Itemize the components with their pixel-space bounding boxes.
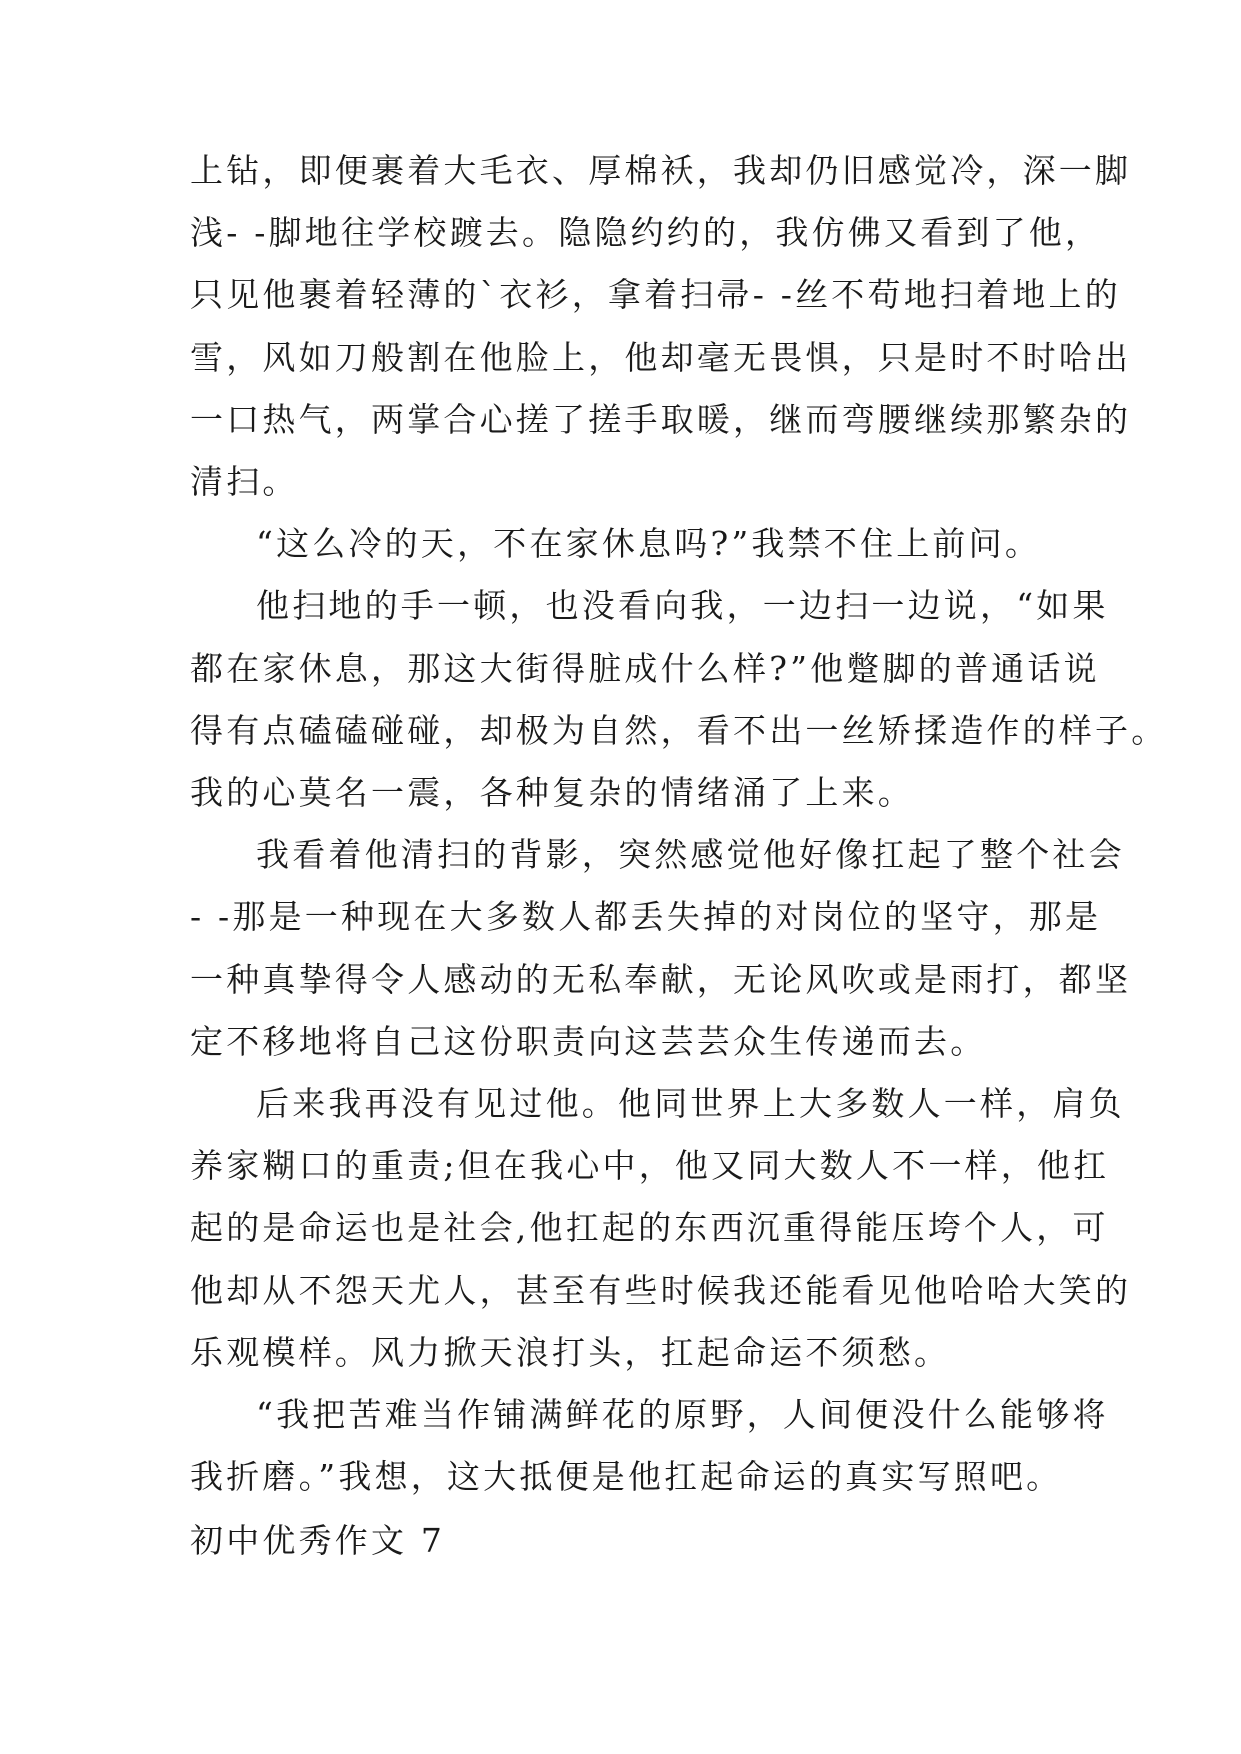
- essay-line: “这么冷的天，不在家休息吗?”我禁不住上前问。: [256, 524, 1042, 564]
- essay-line: 养家糊口的重责;但在我心中，他又同大数人不一样，他扛: [190, 1146, 1110, 1186]
- essay-line: - -那是一种现在大多数人都丢失掉的对岗位的坚守，那是: [190, 897, 1102, 937]
- essay-line: 他却从不怨天尤人，甚至有些时候我还能看见他哈哈大笑的: [190, 1270, 1132, 1310]
- section-heading: 初中优秀作文 7: [190, 1521, 446, 1560]
- essay-line: 上钻，即便裹着大毛衣、厚棉袄，我却仍旧感觉冷，深一脚: [190, 151, 1132, 190]
- essay-line: 定不移地将自己这份职责向这芸芸众生传递而去。: [190, 1021, 987, 1061]
- essay-line: 乐观模样。风力掀天浪打头，扛起命运不须愁。: [190, 1332, 951, 1372]
- essay-line: 只见他裹着轻薄的`衣衫，拿着扫帚- -丝不苟地扫着地上的: [190, 275, 1121, 315]
- essay-line: 一种真挚得令人感动的无私奉献，无论风吹或是雨打，都坚: [190, 959, 1132, 999]
- essay-line: 他扫地的手一顿，也没看向我，一边扫一边说，“如果: [256, 586, 1109, 626]
- essay-line: 得有点磕磕碰碰，却极为自然，看不出一丝矫揉造作的样子。: [190, 710, 1168, 750]
- essay-line: 后来我再没有见过他。他同世界上大多数人一样，肩负: [256, 1084, 1125, 1124]
- essay-line: 我折磨。”我想，这大抵便是他扛起命运的真实写照吧。: [190, 1457, 1063, 1497]
- essay-line: 一口热气，两掌合心搓了搓手取暖，继而弯腰继续那繁杂的: [190, 399, 1132, 439]
- essay-line: 我看着他清扫的背影，突然感觉他好像扛起了整个社会: [256, 835, 1125, 875]
- essay-line: 起的是命运也是社会,他扛起的东西沉重得能压垮个人，可: [190, 1208, 1109, 1248]
- essay-body: [190, 140, 1168, 1508]
- essay-line: 都在家休息，那这大街得脏成什么样?”他蹩脚的普通话说: [190, 648, 1100, 688]
- essay-line: 我的心莫名一震，各种复杂的情绪涌了上来。: [190, 773, 914, 813]
- essay-line: 雪，风如刀般割在他脸上，他却毫无畏惧，只是时不时哈出: [190, 337, 1132, 377]
- essay-line: 清扫。: [190, 462, 299, 502]
- essay-line: “我把苦难当作铺满鲜花的原野，人间便没什么能够将: [256, 1395, 1109, 1435]
- essay-line: 浅- -脚地往学校踱去。隐隐约约的，我仿佛又看到了他，: [190, 213, 1102, 253]
